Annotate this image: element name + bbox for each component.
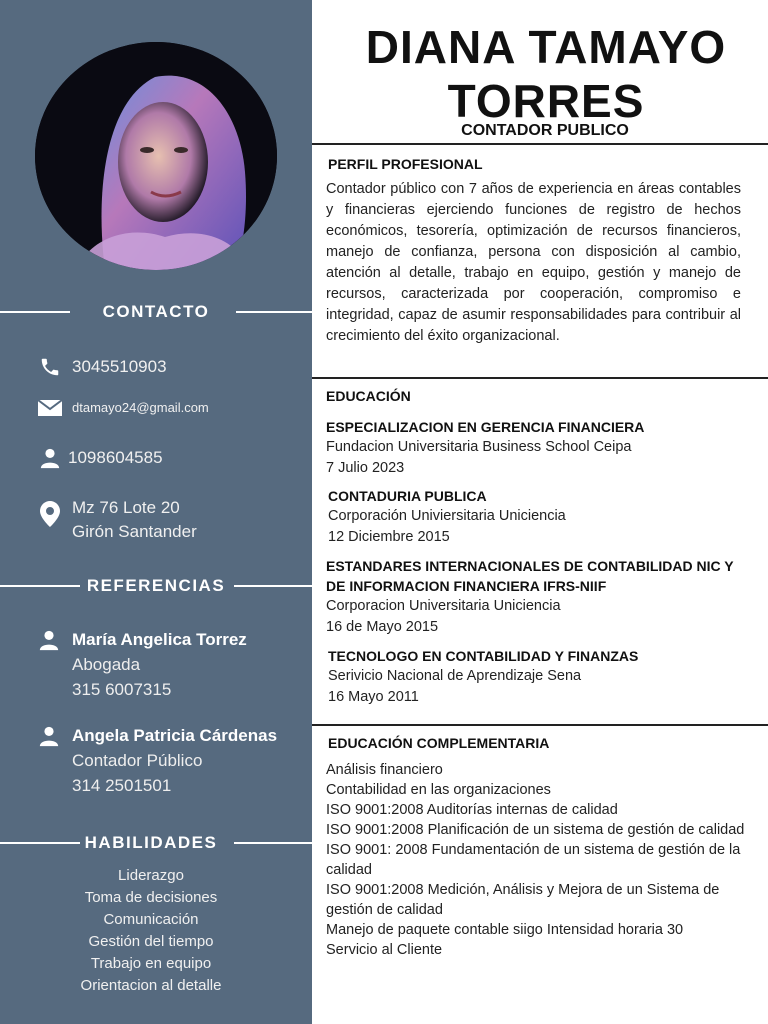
- contact-id: [38, 446, 163, 470]
- skills-heading: [0, 831, 312, 855]
- sidebar: [0, 0, 312, 1024]
- divider: [312, 724, 768, 726]
- education-degree: CONTADURIA PUBLICA: [328, 488, 487, 504]
- education-date: 12 Diciembre 2015: [328, 529, 450, 545]
- education-date: 16 de Mayo 2015: [326, 619, 439, 635]
- education-item: [328, 646, 758, 708]
- divider: [312, 377, 768, 379]
- profile-photo-image: [35, 42, 277, 270]
- education-item: [326, 417, 756, 479]
- phone-value: 3045510903: [72, 357, 167, 376]
- complementary-list: [326, 760, 756, 960]
- education-date: 7 Julio 2023: [326, 460, 405, 476]
- course-item: Manejo de paquete contable siigo Intensidad horaria 30: [326, 922, 684, 938]
- skill-item: Trabajo en equipo: [90, 955, 212, 972]
- education-institution: Corporacion Universitaria Uniciencia: [326, 598, 561, 614]
- reference-phone: 315 6007315: [72, 680, 172, 699]
- education-degree: ESPECIALIZACION EN GERENCIA FINANCIERA: [326, 419, 645, 435]
- heading-line-right: [234, 585, 312, 587]
- phone-icon: [38, 355, 62, 379]
- reference-name: Angela Patricia Cárdenas: [72, 726, 278, 745]
- contact-heading-text: CONTACTO: [102, 302, 210, 321]
- education-institution: Serivicio Nacional de Aprendizaje Sena: [328, 668, 582, 684]
- address-line-1: Mz 76 Lote 20: [72, 498, 180, 517]
- reference-item: [38, 723, 277, 798]
- location-pin-icon: [38, 502, 62, 526]
- references-heading-text: REFERENCIAS: [86, 576, 226, 595]
- reference-phone: 314 2501501: [72, 776, 172, 795]
- education-title: EDUCACIÓN: [326, 388, 411, 404]
- education-item: [326, 556, 756, 638]
- course-item: Servicio al Cliente: [326, 942, 443, 958]
- contact-email: [38, 396, 209, 420]
- user-icon: [38, 629, 62, 653]
- mail-icon: [38, 396, 62, 420]
- profile-photo: [35, 42, 277, 270]
- course-item: ISO 9001:2008 Auditorías internas de calidad: [326, 802, 618, 818]
- reference-item: [38, 627, 247, 702]
- contact-address: [38, 496, 197, 544]
- id-value: 1098604585: [68, 448, 163, 467]
- divider: [312, 143, 768, 145]
- course-item: Análisis financiero: [326, 762, 443, 778]
- person-name: [312, 20, 768, 128]
- job-title: CONTADOR PUBLICO: [461, 122, 629, 139]
- education-institution: Fundacion Universitaria Business School Ceipa: [326, 439, 632, 455]
- course-item: ISO 9001: 2008 Fundamentación de un sistema de gestión de la calidad: [326, 842, 741, 878]
- skill-item: Orientacion al detalle: [80, 977, 222, 994]
- heading-line-right: [234, 842, 312, 844]
- skill-item: Comunicación: [103, 911, 199, 928]
- reference-lines: [72, 627, 247, 702]
- main-content: [312, 0, 768, 1024]
- name-line-1: DIANA TAMAYO: [365, 21, 727, 73]
- skill-item: Liderazgo: [118, 867, 184, 884]
- email-value: dtamayo24@gmail.com: [72, 400, 209, 415]
- complementary-title: EDUCACIÓN COMPLEMENTARIA: [328, 735, 550, 751]
- reference-role: Abogada: [72, 655, 141, 674]
- address-lines: [72, 496, 197, 544]
- profile-title: PERFIL PROFESIONAL: [328, 156, 483, 172]
- user-icon: [38, 725, 62, 749]
- education-date: 16 Mayo 2011: [328, 689, 419, 705]
- education-degree: ESTANDARES INTERNACIONALES DE CONTABILIDAD NIC Y DE INFORMACION FINANCIERA IFRS-NIIF: [326, 558, 734, 594]
- name-line-2: TORRES: [447, 75, 645, 127]
- education-item: [328, 486, 758, 548]
- contact-phone: [38, 355, 167, 379]
- user-icon: [38, 446, 62, 470]
- address-line-2: Girón Santander: [72, 522, 197, 541]
- skills-list: [0, 865, 302, 997]
- profile-text: Contador público con 7 años de experiencia en áreas contables y financieras ejerciendo funciones de registro de hechos económicos, tesorería, optimización de recursos financieros, manejo de confianza, persona con disposición al cambio, atención al detalle, trabajo en equipo, gestión y manejo de recursos, caracterizada por cooperación, compromiso e integridad, capaz de asumir responsabilidades para contribuir al crecimiento del éxito organizacional.: [326, 181, 741, 344]
- heading-line-right: [236, 311, 312, 313]
- skills-heading-text: HABILIDADES: [84, 833, 218, 852]
- education-degree: TECNOLOGO EN CONTABILIDAD Y FINANZAS: [328, 648, 639, 664]
- skill-item: Gestión del tiempo: [88, 933, 214, 950]
- reference-lines: [72, 723, 277, 798]
- education-institution: Corporación Univiersitaria Uniciencia: [328, 508, 566, 524]
- contact-heading: [0, 300, 312, 324]
- reference-name: María Angelica Torrez: [72, 630, 247, 649]
- reference-role: Contador Público: [72, 751, 203, 770]
- skill-item: Toma de decisiones: [84, 889, 218, 906]
- course-item: Contabilidad en las organizaciones: [326, 782, 551, 798]
- course-item: ISO 9001:2008 Planificación de un sistema de gestión de calidad: [326, 822, 745, 838]
- references-heading: [0, 574, 312, 598]
- course-item: ISO 9001:2008 Medición, Análisis y Mejora de un Sistema de gestión de calidad: [326, 882, 720, 918]
